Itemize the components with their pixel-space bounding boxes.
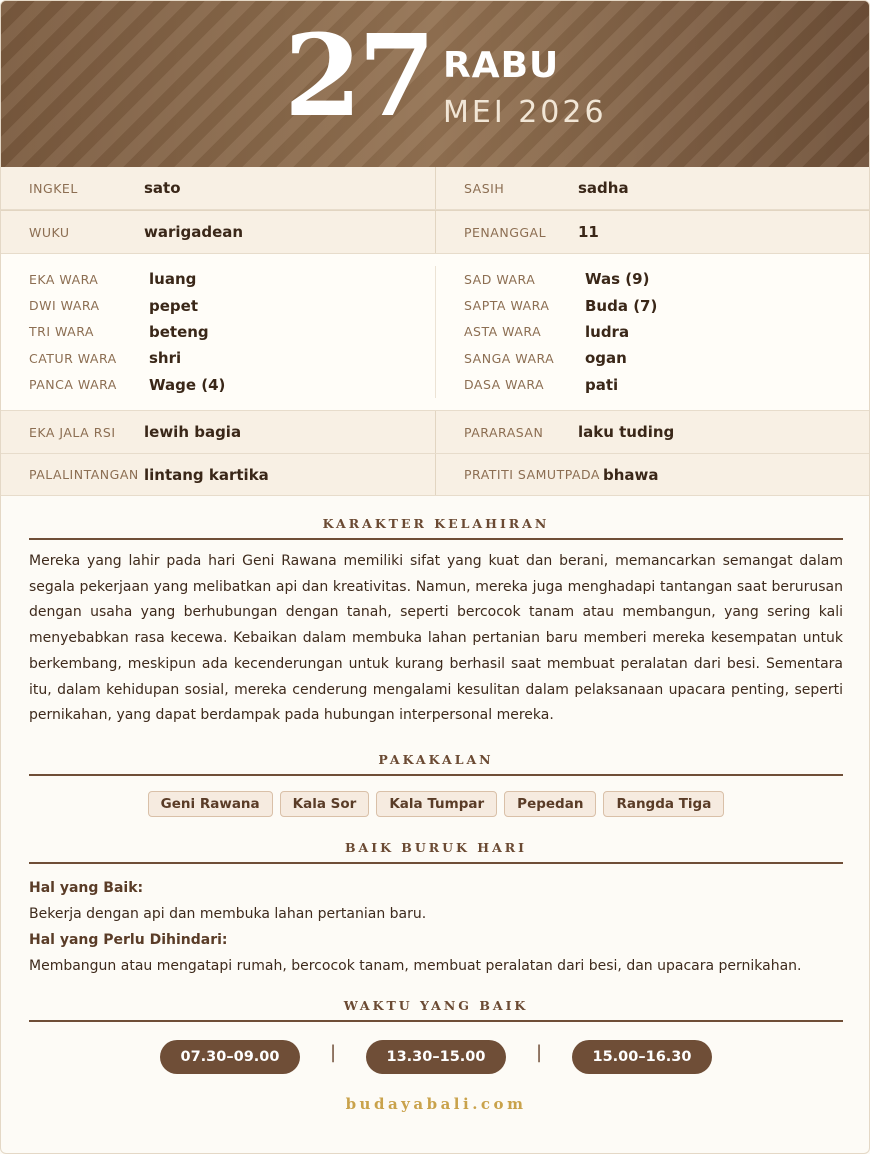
info-row-wuku-penanggal <box>1 210 869 254</box>
pakakalan-tag: Geni Rawana <box>148 791 273 817</box>
time-slot-pill: 13.30–15.00 <box>366 1040 506 1074</box>
baik-buruk-section <box>1 840 870 979</box>
pakakalan-tag: Rangda Tiga <box>603 791 724 817</box>
section-title-pakakalan: PAKAKALAN <box>378 752 494 767</box>
month-year: MEI 2026 <box>443 95 607 130</box>
section-title-baik-buruk: BAIK BURUK HARI <box>344 840 528 855</box>
day-name: RABU <box>443 45 560 86</box>
wara-value: shri <box>149 349 182 368</box>
wara-label: SAD WARA <box>464 271 536 287</box>
info-label: PARARASAN <box>464 424 544 440</box>
wara-row-eka <box>29 266 435 292</box>
wara-label: EKA WARA <box>29 271 99 287</box>
wara-row-sapta <box>464 292 869 318</box>
wara-label: SAPTA WARA <box>464 298 550 314</box>
pakakalan-section <box>1 752 870 817</box>
time-slot-list <box>1 1040 870 1074</box>
wara-label: PANCA WARA <box>29 377 117 393</box>
section-title-waktu: WAKTU YANG BAIK <box>343 998 529 1013</box>
good-text: Bekerja dengan api dan membuka lahan pertanian baru. <box>29 906 427 922</box>
info-label: PALALINTANGAN <box>29 467 139 482</box>
info-value: 11 <box>578 223 599 241</box>
time-separator: | <box>329 1042 337 1063</box>
wara-row-dwi <box>29 292 435 318</box>
wara-row-panca <box>29 372 435 398</box>
info-label: PENANGGAL <box>464 224 547 240</box>
wara-row-sanga <box>464 345 869 371</box>
wara-value: pati <box>585 375 619 394</box>
baik-buruk-content <box>1 875 870 979</box>
info-value: sato <box>144 179 181 197</box>
wara-row-dasa <box>464 372 869 398</box>
time-separator: | <box>535 1042 543 1063</box>
pakakalan-tag-list <box>1 791 870 817</box>
good-heading: Hal yang Baik: <box>29 880 144 896</box>
wara-row-catur <box>29 345 435 371</box>
info-label: WUKU <box>29 224 70 240</box>
info-cell-penanggal <box>435 211 869 253</box>
info-row-ingkel-sasih <box>1 167 869 210</box>
avoid-heading: Hal yang Perlu Dihindari: <box>29 932 228 948</box>
info-row-palalintangan-pratiti <box>1 454 869 496</box>
wara-column-right <box>435 266 869 398</box>
info-cell-wuku <box>1 211 435 253</box>
wara-value: ogan <box>585 349 627 368</box>
day-number: 27 <box>284 11 432 142</box>
wara-label: ASTA WARA <box>464 324 542 340</box>
info-value: laku tuding <box>578 423 675 441</box>
pakakalan-tag: Kala Tumpar <box>376 791 497 817</box>
avoid-text: Membangun atau mengatapi rumah, bercocok tanam, membuat peralatan dari besi, dan upacara pernikahan. <box>29 958 802 974</box>
section-divider <box>29 774 843 776</box>
wara-row-sad <box>464 266 869 292</box>
brand-footer: budayabali.com <box>345 1095 527 1113</box>
info-cell-pararasan <box>435 411 869 453</box>
info-cell-palalintangan <box>1 454 435 495</box>
info-cell-pratiti-samutpada <box>435 454 869 495</box>
info-cell-eka-jala-rsi <box>1 411 435 453</box>
waktu-section <box>1 998 870 1074</box>
info-label: INGKEL <box>29 180 78 196</box>
pakakalan-tag: Pepedan <box>504 791 596 817</box>
info-label: EKA JALA RSI <box>29 424 116 440</box>
pakakalan-tag: Kala Sor <box>280 791 370 817</box>
wara-value: pepet <box>149 296 198 315</box>
wara-value: Was (9) <box>585 270 650 289</box>
info-value: sadha <box>578 179 629 197</box>
wara-label: DWI WARA <box>29 298 100 314</box>
section-divider <box>29 1020 843 1022</box>
wara-value: Wage (4) <box>149 375 226 394</box>
info-value: bhawa <box>603 465 659 484</box>
info-label: PRATITI SAMUTPADA <box>464 467 600 482</box>
time-slot-pill: 15.00–16.30 <box>572 1040 712 1074</box>
wara-label: CATUR WARA <box>29 350 117 366</box>
time-slot-pill: 07.30–09.00 <box>160 1040 300 1074</box>
info-value: warigadean <box>144 223 244 241</box>
wara-value: Buda (7) <box>585 296 658 315</box>
info-label: SASIH <box>464 180 505 196</box>
wara-row-asta <box>464 319 869 345</box>
info-value: lintang kartika <box>144 465 269 484</box>
info-cell-sasih <box>435 167 869 209</box>
wara-value: ludra <box>585 322 630 341</box>
wara-label: SANGA WARA <box>464 350 555 366</box>
info-value: lewih bagia <box>144 423 242 441</box>
wara-grid <box>1 254 869 411</box>
wara-label: TRI WARA <box>29 324 94 340</box>
info-row-ekajalarsi-pararasan <box>1 411 869 454</box>
section-title-karakter: KARAKTER KELAHIRAN <box>322 516 550 531</box>
karakter-section <box>1 516 870 729</box>
section-divider <box>29 862 843 864</box>
wara-value: beteng <box>149 322 209 341</box>
section-divider <box>29 538 843 540</box>
info-cell-ingkel <box>1 167 435 209</box>
karakter-paragraph: Mereka yang lahir pada hari Geni Rawana memiliki sifat yang kuat dan berani, memancarkan semangat dalam segala pekerjaan yang melibatkan api dan kreativitas. Namun, mereka juga menghadapi tantangan saat berurusan dengan usaha yang berhubungan dengan tanah, seperti bercocok tanam atau membangun, yang sering kali menyebabkan rasa kecewa. Kebaikan dalam membuka lahan pertanian baru memberi mereka kesempatan untuk berkembang, meskipun ada kecenderungan untuk kurang berhasil saat membuat peralatan dari besi. Sementara itu, dalam kehidupan sosial, mereka cenderung mengalami kesulitan dalam pelaksanaan upacara penting, seperti pernikahan, yang dapat berdampak pada hubungan interpersonal mereka. <box>29 553 843 724</box>
wara-label: DASA WARA <box>464 377 545 393</box>
wara-value: luang <box>149 270 197 289</box>
date-header <box>1 1 869 167</box>
wara-row-tri <box>29 319 435 345</box>
wara-column-left <box>1 266 435 398</box>
